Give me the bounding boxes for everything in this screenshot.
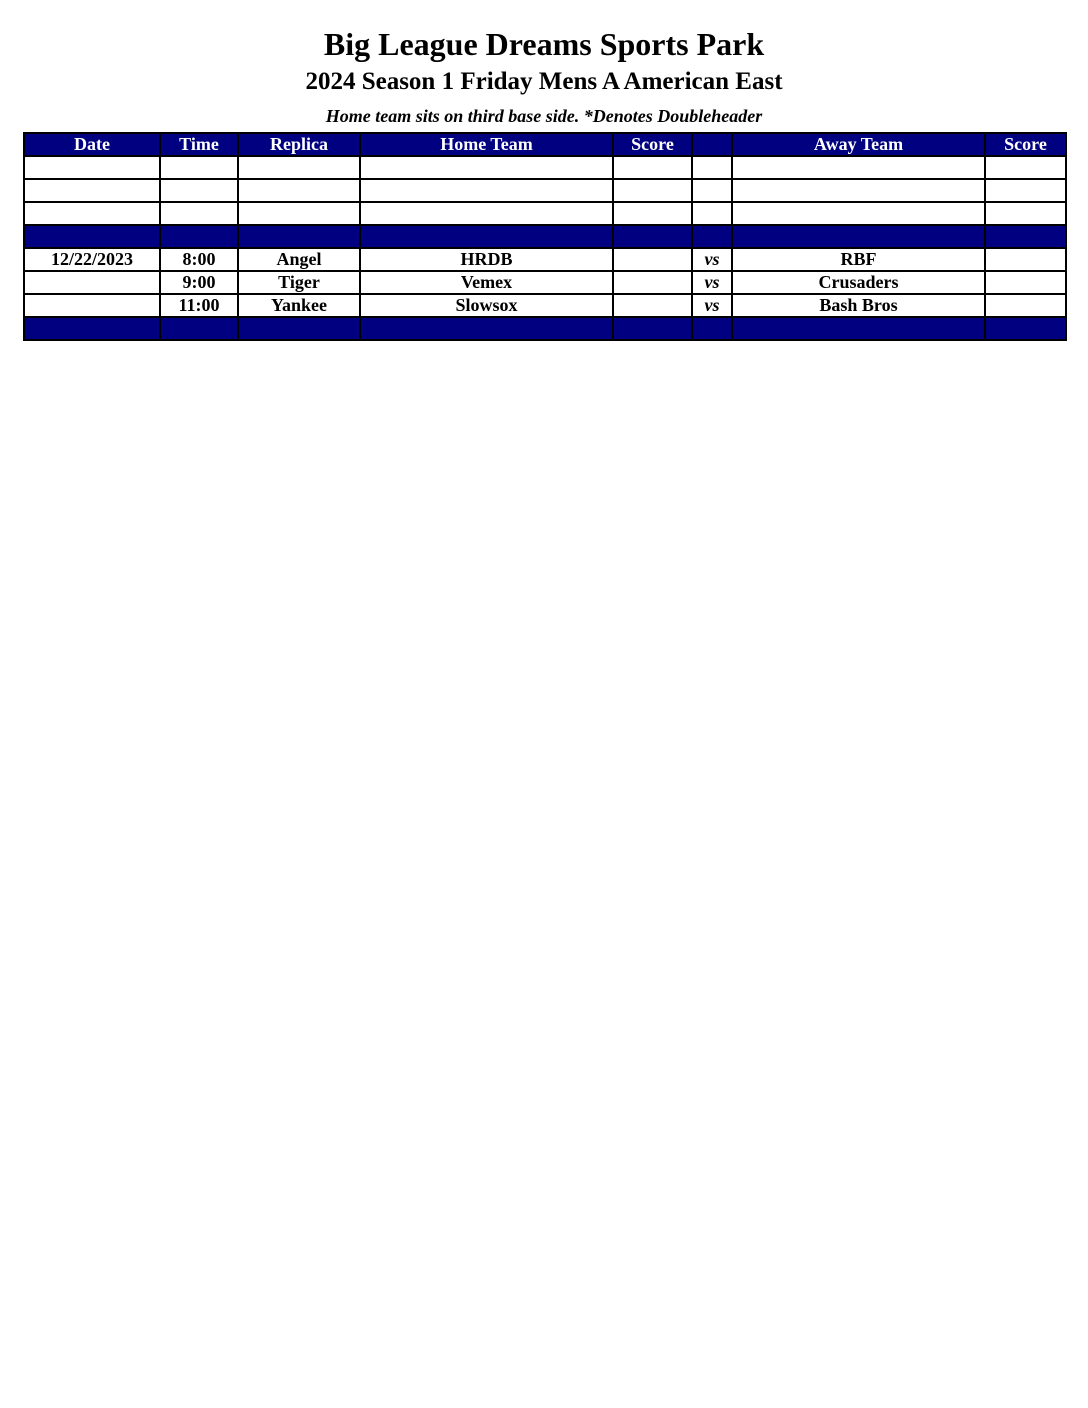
band-cell bbox=[360, 225, 613, 248]
column-header-vs bbox=[692, 133, 732, 156]
band-cell bbox=[985, 317, 1066, 340]
column-header-home-team: Home Team bbox=[360, 133, 613, 156]
band-cell bbox=[24, 225, 160, 248]
empty-cell bbox=[24, 179, 160, 202]
vs-label: vs bbox=[692, 294, 732, 317]
game-replica: Yankee bbox=[238, 294, 360, 317]
empty-cell bbox=[238, 202, 360, 225]
away-score bbox=[985, 294, 1066, 317]
page-title: Big League Dreams Sports Park bbox=[323, 26, 765, 62]
empty-cell bbox=[692, 156, 732, 179]
column-header-away-team: Away Team bbox=[732, 133, 985, 156]
empty-cell bbox=[985, 156, 1066, 179]
empty-cell bbox=[238, 179, 360, 202]
empty-cell bbox=[24, 156, 160, 179]
game-row bbox=[24, 248, 1066, 271]
empty-cell bbox=[360, 179, 613, 202]
game-row bbox=[24, 271, 1066, 294]
band-cell bbox=[238, 225, 360, 248]
game-row bbox=[24, 294, 1066, 317]
home-score bbox=[613, 294, 692, 317]
table-header-row bbox=[24, 133, 1066, 156]
vs-label: vs bbox=[692, 248, 732, 271]
game-time: 8:00 bbox=[160, 248, 238, 271]
column-header-away-score: Score bbox=[985, 133, 1066, 156]
band-cell bbox=[613, 317, 692, 340]
empty-cell bbox=[613, 179, 692, 202]
empty-cell bbox=[613, 202, 692, 225]
empty-cell bbox=[732, 179, 985, 202]
empty-cell bbox=[160, 202, 238, 225]
empty-cell bbox=[160, 179, 238, 202]
vs-label: vs bbox=[692, 271, 732, 294]
home-team: HRDB bbox=[360, 248, 613, 271]
empty-cell bbox=[360, 202, 613, 225]
away-team: Bash Bros bbox=[732, 294, 985, 317]
game-time: 11:00 bbox=[160, 294, 238, 317]
home-score bbox=[613, 271, 692, 294]
band-cell bbox=[238, 317, 360, 340]
empty-cell bbox=[985, 179, 1066, 202]
empty-cell bbox=[613, 156, 692, 179]
empty-cell bbox=[732, 156, 985, 179]
separator-band-row bbox=[24, 317, 1066, 340]
band-cell bbox=[24, 317, 160, 340]
empty-row bbox=[24, 202, 1066, 225]
band-cell bbox=[732, 225, 985, 248]
column-header-date: Date bbox=[24, 133, 160, 156]
home-team: Slowsox bbox=[360, 294, 613, 317]
game-replica: Tiger bbox=[238, 271, 360, 294]
game-date: 12/22/2023 bbox=[24, 248, 160, 271]
away-team: Crusaders bbox=[732, 271, 985, 294]
band-cell bbox=[360, 317, 613, 340]
band-cell bbox=[985, 225, 1066, 248]
band-cell bbox=[613, 225, 692, 248]
band-cell bbox=[692, 225, 732, 248]
schedule-note: Home team sits on third base side. *Denotes Doubleheader bbox=[325, 106, 763, 126]
empty-cell bbox=[732, 202, 985, 225]
band-cell bbox=[732, 317, 985, 340]
column-header-home-score: Score bbox=[613, 133, 692, 156]
separator-band-row bbox=[24, 225, 1066, 248]
game-replica: Angel bbox=[238, 248, 360, 271]
schedule-table bbox=[23, 132, 1067, 341]
empty-cell bbox=[985, 202, 1066, 225]
empty-cell bbox=[238, 156, 360, 179]
home-team: Vemex bbox=[360, 271, 613, 294]
empty-row bbox=[24, 179, 1066, 202]
band-cell bbox=[160, 317, 238, 340]
away-score bbox=[985, 248, 1066, 271]
band-cell bbox=[160, 225, 238, 248]
away-score bbox=[985, 271, 1066, 294]
home-score bbox=[613, 248, 692, 271]
empty-cell bbox=[360, 156, 613, 179]
empty-cell bbox=[160, 156, 238, 179]
column-header-replica: Replica bbox=[238, 133, 360, 156]
empty-cell bbox=[692, 179, 732, 202]
game-date bbox=[24, 294, 160, 317]
empty-cell bbox=[24, 202, 160, 225]
empty-row bbox=[24, 156, 1066, 179]
game-date bbox=[24, 271, 160, 294]
band-cell bbox=[692, 317, 732, 340]
away-team: RBF bbox=[732, 248, 985, 271]
column-header-time: Time bbox=[160, 133, 238, 156]
game-time: 9:00 bbox=[160, 271, 238, 294]
page-subtitle: 2024 Season 1 Friday Mens A American East bbox=[305, 68, 783, 95]
empty-cell bbox=[692, 202, 732, 225]
